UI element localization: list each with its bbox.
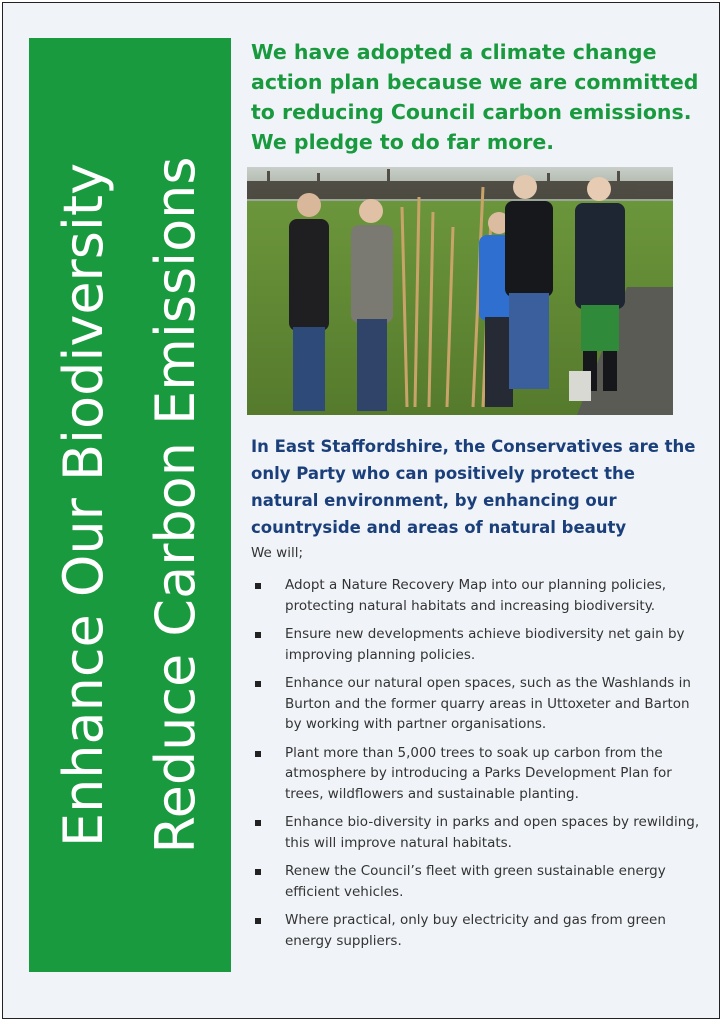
pledge-text: Where practical, only buy electricity and gas from green energy suppliers. [285,912,666,949]
intro-text: We will; [251,545,303,561]
photo-illustration [247,167,673,415]
pledge-text: Renew the Council’s fleet with green sustainable energy efficient vehicles. [285,863,666,900]
bullet-square-icon [255,820,261,826]
tree-planting-photo [247,167,673,415]
pledge-item [251,624,703,665]
pledge-item [251,861,703,902]
side-banner-line-2: Reduce Carbon Emissions [144,156,207,854]
bullet-square-icon [255,918,261,924]
pledge-text: Plant more than 5,000 trees to soak up carbon from the atmosphere by introducing a Parks Development Plan for trees, wildflowers and sustainable planting. [285,744,672,802]
bullet-square-icon [255,751,261,757]
leaflet-page [2,2,720,1019]
pledge-item [251,575,703,616]
bullet-square-icon [255,681,261,687]
pledge-item [251,743,703,805]
subheading: In East Staffordshire, the Conservatives are the only Party who can positively protect the natural environment, by enhancing our countryside and areas of natural beauty [251,437,696,537]
bullet-square-icon [255,632,261,638]
pledge-item [251,910,703,951]
side-banner-line-1: Enhance Our Biodiversity [52,162,115,848]
side-banner [29,38,231,972]
pledge-list [251,575,703,959]
pledge-text: Enhance our natural open spaces, such as the Washlands in Burton and the former quarry areas in Uttoxeter and Barton by working with partner organisations. [285,675,691,732]
pledge-text: Enhance bio-diversity in parks and open spaces by rewilding, this will improve natural habitats. [285,814,700,851]
side-banner-text [38,55,222,955]
bullet-square-icon [255,583,261,589]
pledge-text: Adopt a Nature Recovery Map into our planning policies, protecting natural habitats and increasing biodiversity. [285,577,667,614]
pledge-item [251,812,703,853]
pledge-text: Ensure new developments achieve biodiversity net gain by improving planning policies. [285,626,685,663]
headline: We have adopted a climate change action plan because we are committed to reducing Council carbon emissions. We pledge to do far more. [251,40,699,154]
pledge-item [251,673,703,735]
bullet-square-icon [255,869,261,875]
